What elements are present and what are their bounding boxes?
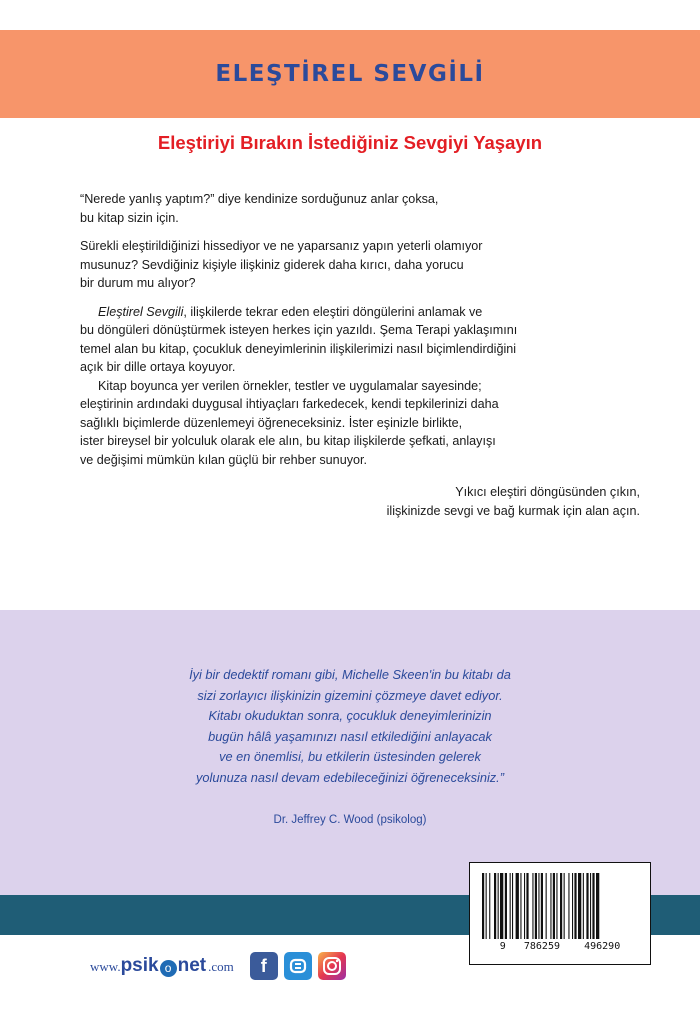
barcode-bar (574, 873, 576, 939)
barcode-bar (535, 873, 537, 939)
p4-line-4: ister bireysel bir yolculuk olarak ele alın, bu kitap ilişkilerde şefkati, anlayışı (80, 434, 496, 448)
barcode-bar (526, 873, 528, 939)
barcode-bar (572, 873, 573, 939)
endorsement-quote (80, 665, 620, 788)
p1-line-2: bu kitap sizin için. (80, 210, 179, 225)
website-brand-b: net (177, 955, 207, 976)
footer (90, 948, 346, 984)
barcode-bar (578, 873, 581, 939)
paragraph-4 (80, 377, 640, 470)
barcode-bar (556, 873, 557, 939)
website-link[interactable] (90, 955, 234, 977)
paragraph-3 (80, 303, 640, 377)
description-body (80, 190, 640, 520)
p3-line-3: temel alan bu kitap, çocukluk deneyimlerinin ilişkilerimizi nasıl biçimlendirdiğini (80, 341, 517, 356)
barcode-bar (586, 873, 588, 939)
barcode-bar (510, 873, 511, 939)
barcode-bar (482, 873, 484, 939)
website-www: www. (90, 959, 121, 974)
barcode (469, 862, 651, 965)
barcode-bar (550, 873, 551, 939)
barcode-bar (489, 873, 490, 939)
barcode-bar (512, 873, 513, 939)
brand-o-icon: o (160, 960, 177, 977)
barcode-digit-group-2: 496290 (584, 941, 621, 952)
p4-line-2: eleştirinin ardındaki duygusal ihtiyaçları farkedecek, kendi tepkilerinizi daha (80, 397, 499, 411)
quote-line-6: yolunuza nasıl devam edebileceğinizi öğreneceksiniz.” (195, 769, 504, 785)
barcode-bar (486, 873, 487, 939)
book-title: ELEŞTİREL SEVGİLİ (215, 61, 485, 87)
barcode-bar (498, 873, 499, 939)
barcode-bar (590, 873, 591, 939)
book-title-italic: Eleştirel Sevgili (98, 304, 184, 319)
social-icons (250, 952, 346, 980)
book-subtitle: Eleştiriyi Bırakın İstediğiniz Sevgiyi Yaşayın (157, 132, 543, 153)
quote-line-2: sizi zorlayıcı ilişkinizin gizemini çözmeye davet ediyor. (197, 687, 503, 703)
website-brand-a: psik (120, 955, 159, 976)
barcode-digits (470, 941, 650, 952)
barcode-bar (546, 873, 547, 939)
barcode-bar (505, 873, 507, 939)
p4-line-5: ve değişimi mümkün kılan güçlü bir rehber sunuyor. (80, 452, 367, 467)
barcode-bar (596, 873, 599, 939)
twitter-icon[interactable] (284, 952, 312, 980)
p4-line-1: Kitap boyunca yer verilen örnekler, testler ve uygulamalar sayesinde; (98, 378, 482, 393)
barcode-bar (538, 873, 539, 939)
instagram-icon[interactable] (318, 952, 346, 980)
quote-line-1: İyi bir dedektif romanı gibi, Michelle Skeen'in bu kitabı da (189, 667, 511, 682)
website-domain: .com (208, 959, 234, 974)
p2-line-2: musunuz? Sevdiğiniz kişiyle ilişkiniz giderek daha kırıcı, daha yorucu (80, 257, 464, 272)
barcode-digit-1: 9 (499, 941, 506, 952)
barcode-bars (480, 873, 642, 939)
p2-line-3: bir durum mu alıyor? (80, 276, 196, 290)
barcode-bar (541, 873, 543, 939)
barcode-bar (524, 873, 525, 939)
title-band (0, 30, 700, 118)
paragraph-2 (80, 237, 640, 293)
quote-line-3: Kitabı okuduktan sonra, çocukluk deneyimlerinizin (208, 708, 492, 723)
barcode-bar (516, 873, 519, 939)
closing-line-2: ilişkinizde sevgi ve bağ kurmak için alan açın. (386, 503, 640, 518)
quote-line-4: bugün hâlâ yaşamınızı nasıl etkilediğini anlayacak (208, 728, 492, 744)
p1-line-1: “Nerede yanlış yaptım?” diye kendinize sorduğunuz anlar çoksa, (80, 192, 439, 206)
p3-line-1: , ilişkilerde tekrar eden eleştiri döngülerini anlamak ve (183, 304, 483, 319)
top-strip (0, 0, 700, 30)
barcode-digit-group-1: 786259 (523, 941, 560, 952)
barcode-bar (564, 873, 565, 939)
barcode-bar (583, 873, 584, 939)
closing-statement (80, 483, 640, 520)
p3-line-2: bu döngüleri dönüştürmek isteyen herkes için yazıldı. Şema Terapi yaklaşımını (80, 323, 518, 337)
barcode-bar (500, 873, 503, 939)
barcode-bar (592, 873, 594, 939)
quote-author: Dr. Jeffrey C. Wood (psikolog) (273, 814, 427, 826)
barcode-bar (520, 873, 521, 939)
facebook-icon[interactable]: f (250, 952, 278, 980)
p3-line-4: açık bir dille ortaya koyuyor. (80, 360, 236, 374)
p2-line-1: Sürekli eleştirildiğinizi hissediyor ve ne yaparsanız yapın yeterli olamıyor (80, 239, 483, 253)
quote-line-5: ve en önemlisi, bu etkilerin üstesinden gelerek (219, 749, 481, 764)
p4-line-3: sağlıklı biçimlerde düzenlemeyi öğreneceksiniz. İster eşinizle birlikte, (80, 415, 463, 430)
closing-line-1: Yıkıcı eleştiri döngüsünden çıkın, (455, 485, 640, 499)
barcode-bar (553, 873, 555, 939)
barcode-bar (532, 873, 533, 939)
barcode-bar (568, 873, 569, 939)
barcode-bar (560, 873, 562, 939)
paragraph-1 (80, 190, 640, 227)
barcode-bar (494, 873, 496, 939)
